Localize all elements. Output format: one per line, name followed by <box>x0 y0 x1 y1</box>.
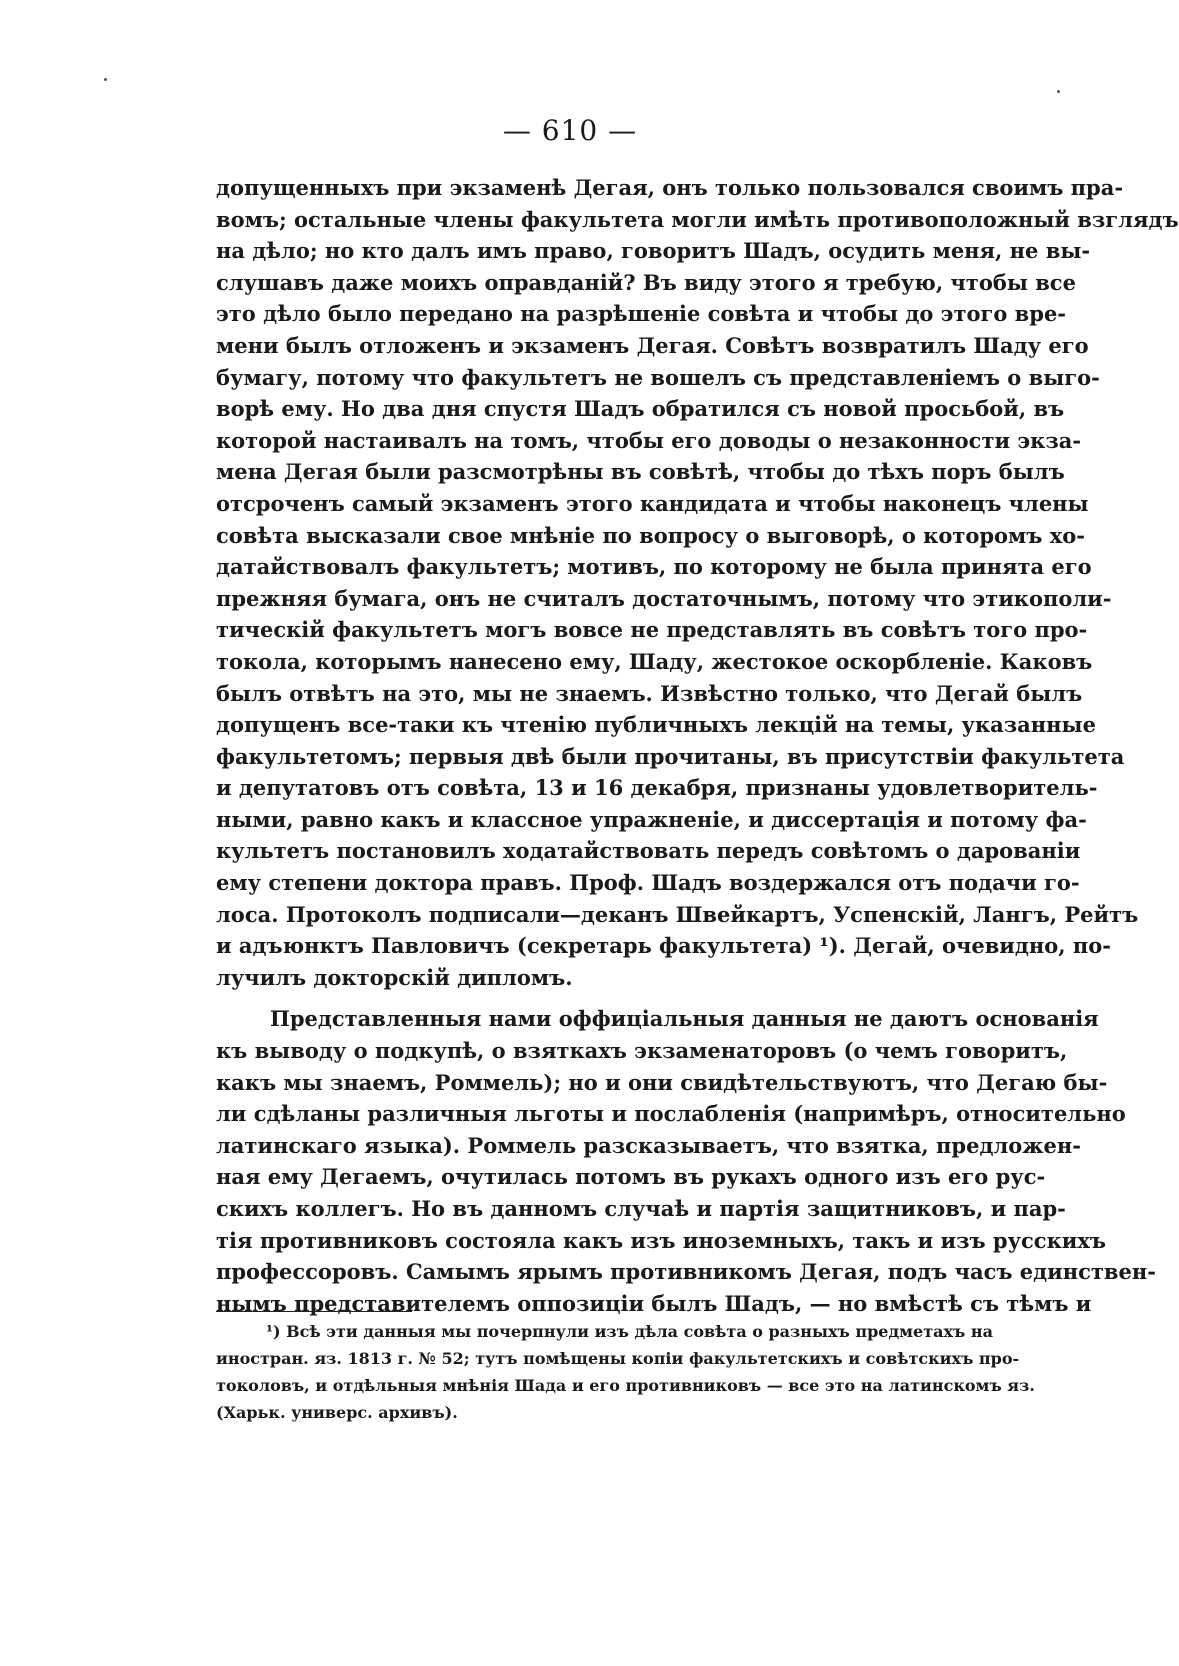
footnote-divider <box>216 1311 412 1312</box>
footnote-line: токоловъ, и отдѣльныя мнѣнія Шада и его противниковъ — все это на латинскомъ яз. <box>216 1376 1035 1395</box>
text-line: и депутатовъ отъ совѣта, 13 и 16 декабря, признаны удовлетворитель- <box>216 775 1098 801</box>
text-line: бумагу, потому что факультетъ не вошелъ съ представленіемъ о выго- <box>216 364 1100 390</box>
text-line: былъ отвѣтъ на это, мы не знаемъ. Извѣстно только, что Дегай былъ <box>216 680 1083 706</box>
text-line: лоса. Протоколъ подписали—деканъ Швейкартъ, Успенскій, Лангъ, Рейтъ <box>216 901 1139 927</box>
text-line: ворѣ ему. Но два дня спустя Шадъ обратился съ новой просьбой, въ <box>216 396 1065 422</box>
text-line: культетъ постановилъ ходатайствовать передъ совѣтомъ о дарованіи <box>216 838 1081 864</box>
text-line: допущенныхъ при экзаменѣ Дегая, онъ только пользовался своимъ пра- <box>216 175 1124 200</box>
text-line: лучилъ докторскій дипломъ. <box>216 964 573 990</box>
text-line: мена Дегая были разсмотрѣны въ совѣтѣ, чтобы до тѣхъ поръ былъ <box>216 459 1065 485</box>
text-line: къ выводу о подкупѣ, о взяткахъ экзаменаторовъ (о чемъ говоритъ, <box>216 1038 1068 1064</box>
text-line: скихъ коллегъ. Но въ данномъ случаѣ и партія защитниковъ, и пар- <box>216 1196 1066 1221</box>
text-line: совѣта высказали свое мнѣніе по вопросу о выговорѣ, о которомъ хо- <box>216 522 1085 548</box>
text-line: Представленныя нами оффиціальныя данныя не даютъ основанія <box>270 1006 1099 1032</box>
text-line: тическій факультетъ могъ вовсе не представлять въ совѣтъ того про- <box>216 617 1088 643</box>
footnote-line: ¹) Всѣ эти данныя мы почерпнули изъ дѣла совѣта о разныхъ предметахъ на <box>266 1322 993 1341</box>
page-number: — 610 — <box>502 114 638 147</box>
scan-speck <box>104 78 107 81</box>
text-line: мени былъ отложенъ и экзаменъ Дегая. Совѣтъ возвратилъ Шаду его <box>216 332 1089 358</box>
text-line: прежняя бумага, онъ не считалъ достаточнымъ, потому что этикополи- <box>216 585 1112 611</box>
text-line: факультетомъ; первыя двѣ были прочитаны, въ присутствіи факультета <box>216 743 1125 769</box>
text-line: ли сдѣланы различныя льготы и послабленія (напримѣръ, относительно <box>216 1101 1126 1127</box>
text-line: ная ему Дегаемъ, очутилась потомъ въ рукахъ одного изъ его рус- <box>216 1164 1046 1190</box>
main-text <box>216 172 1179 1319</box>
footnote-line: (Харьк. универс. архивъ). <box>216 1403 458 1422</box>
text-line: это дѣло было передано на разрѣшеніе совѣта и чтобы до этого вре- <box>216 301 1067 327</box>
text-line: ными, равно какъ и классное упражненіе, и диссертація и потому фа- <box>216 806 1087 832</box>
text-line: на дѣло; но кто далъ имъ право, говоритъ Шадъ, осудить меня, не вы- <box>216 238 1091 264</box>
text-line: нымъ представителемъ оппозиціи былъ Шадъ, — но вмѣстѣ съ тѣмъ и <box>216 1290 1092 1316</box>
text-line: и адъюнктъ Павловичъ (секретарь факультета) ¹). Дегай, очевидно, по- <box>216 933 1111 959</box>
text-line: токола, которымъ нанесено ему, Шаду, жестокое оскорбленіе. Каковъ <box>216 648 1093 674</box>
footnote-line: иностран. яз. 1813 г. № 52; тутъ помѣщены копіи факультетскихъ и совѣтскихъ про- <box>216 1349 1020 1368</box>
text-line: вомъ; остальные члены факультета могли имѣть противоположный взглядъ <box>216 206 1179 232</box>
text-line: тія противниковъ состояла какъ изъ иноземныхъ, такъ и изъ русскихъ <box>216 1227 1106 1253</box>
text-line: датайствовалъ факультетъ; мотивъ, по которому не была принята его <box>216 554 1092 580</box>
text-line: которой настаивалъ на томъ, чтобы его доводы о незаконности экза- <box>216 427 1082 453</box>
text-line: ему степени доктора правъ. Проф. Шадъ воздержался отъ подачи го- <box>216 870 1080 896</box>
footnote <box>216 1318 1035 1426</box>
text-line: латинскаго языка). Роммель разсказываетъ, что взятка, предложен- <box>216 1132 1081 1158</box>
text-line: отсроченъ самый экзаменъ этого кандидата и чтобы наконецъ члены <box>216 490 1089 516</box>
text-line: допущенъ все-таки къ чтенію публичныхъ лекцій на темы, указанные <box>216 712 1096 738</box>
scan-speck <box>1057 90 1060 93</box>
text-line: какъ мы знаемъ, Роммель); но и они свидѣтельствуютъ, что Дегаю бы- <box>216 1069 1108 1095</box>
text-line: слушавъ даже моихъ оправданій? Въ виду этого я требую, чтобы все <box>216 269 1076 295</box>
text-line: профессоровъ. Самымъ ярымъ противникомъ Дегая, подъ часъ единствен- <box>216 1259 1156 1285</box>
